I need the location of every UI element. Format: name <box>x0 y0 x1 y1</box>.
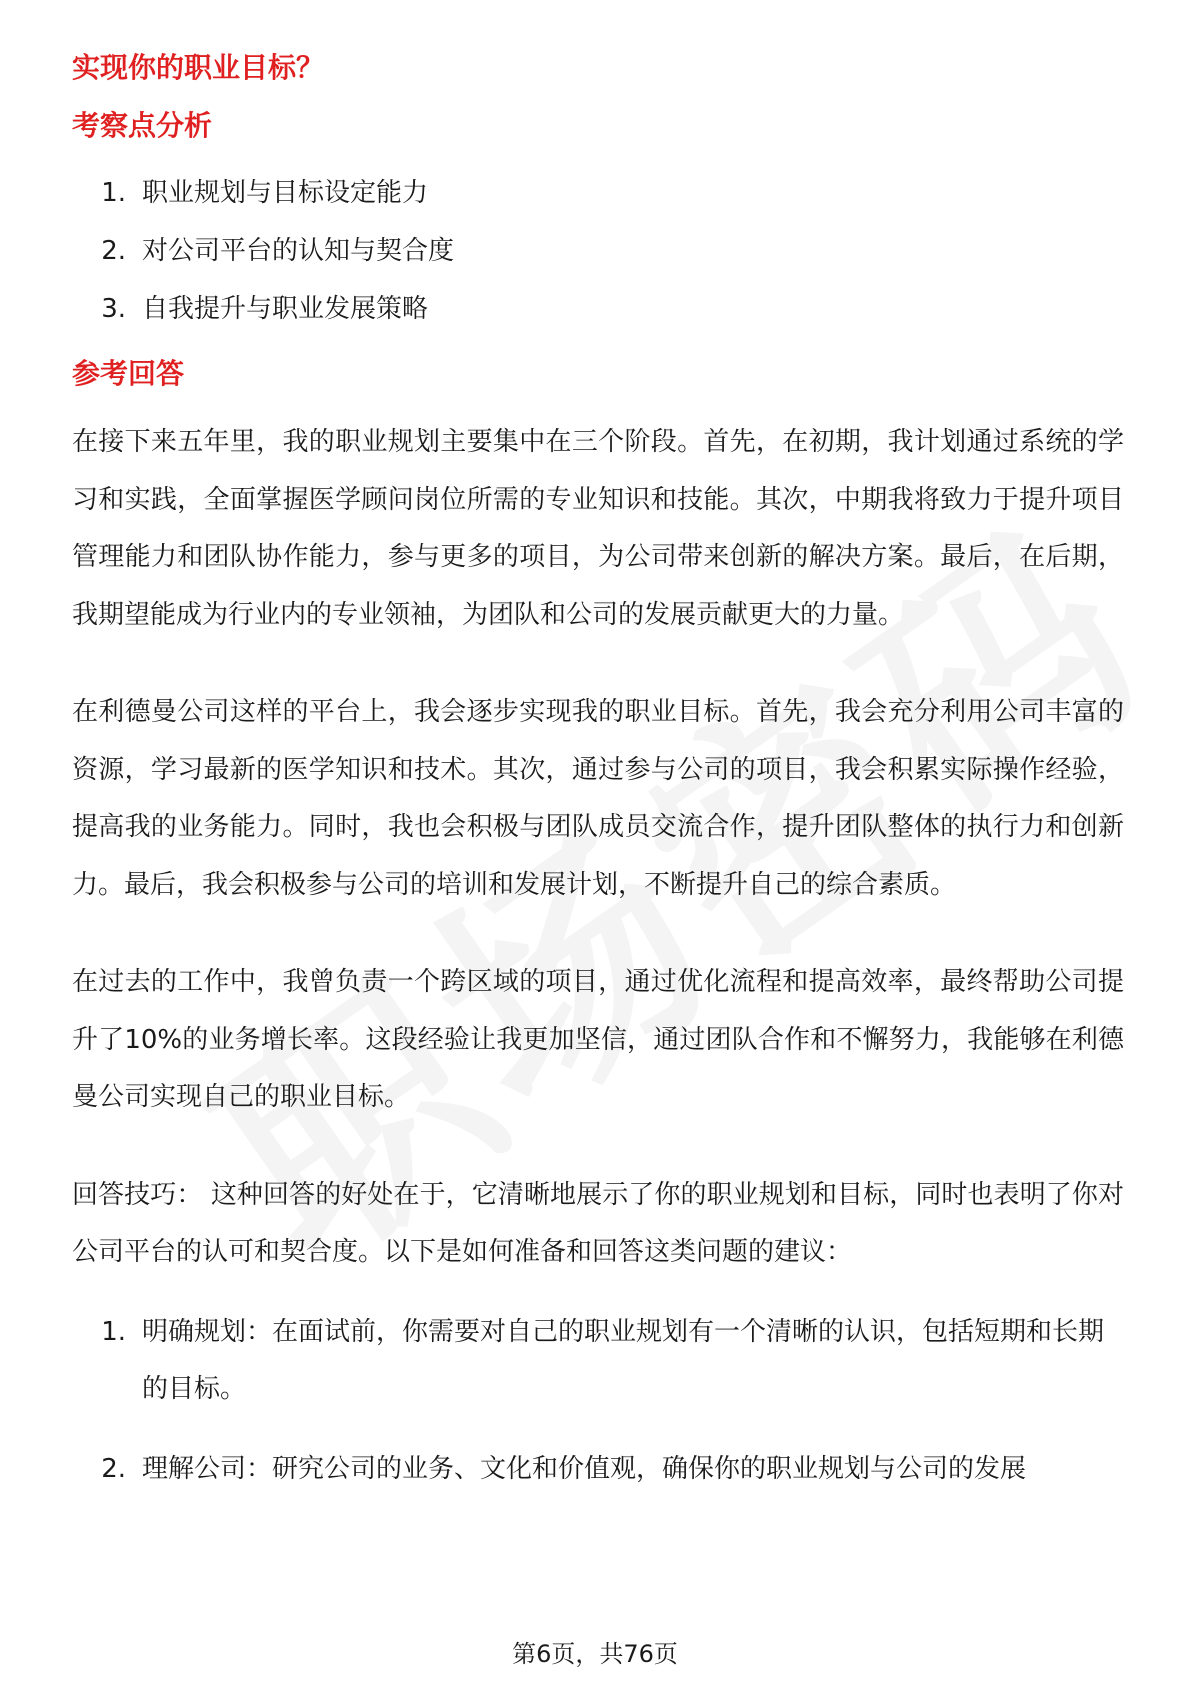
answer-paragraph-3: 在过去的工作中，我曾负责一个跨区域的项目，通过优化流程和提高效率，最终帮助公司提升了10%的业务增长率。这段经验让我更加坚信，通过团队合作和不懈努力，我能够在利德曼公司实现自己的职业目标。 <box>72 967 1124 1112</box>
list-item-number: 2. <box>101 1453 126 1484</box>
list-item-number: 2. <box>101 236 126 266</box>
list-item-text: 对公司平台的认知与契合度 <box>142 236 455 266</box>
list-item-text: 明确规划：在面试前，你需要对自己的职业规划有一个清晰的认识，包括短期和长期的目标。 <box>142 1316 1105 1404</box>
analysis-heading: 考察点分析 <box>72 109 213 142</box>
list-item <box>72 280 1124 338</box>
list-item-number: 1. <box>101 1316 126 1347</box>
list-item <box>72 1441 1124 1499</box>
answer-paragraph-2: 在利德曼公司这样的平台上，我会逐步实现我的职业目标。首先，我会充分利用公司丰富的资源，学习最新的医学知识和技术。其次，通过参与公司的项目，我会积累实际操作经验，提高我的业务能力。同时，我也会积极与团队成员交流合作，提升团队整体的执行力和创新力。最后，我会积极参与公司的培训和发展计划，不断提升自己的综合素质。 <box>72 697 1124 900</box>
list-item-number: 1. <box>101 178 126 208</box>
list-item-text: 自我提升与职业发展策略 <box>142 294 429 324</box>
page-content <box>72 48 1124 1520</box>
list-item <box>72 1304 1124 1419</box>
answer-paragraph-1: 在接下来五年里，我的职业规划主要集中在三个阶段。首先，在初期，我计划通过系统的学习和实践，全面掌握医学顾问岗位所需的专业知识和技能。其次，中期我将致力于提升项目管理能力和团队协作能力，参与更多的项目，为公司带来创新的解决方案。最后，在后期，我期望能成为行业内的专业领袖，为团队和公司的发展贡献更大的力量。 <box>72 427 1124 630</box>
analysis-points-list <box>72 164 1124 338</box>
list-item-number: 3. <box>101 294 126 324</box>
list-item <box>72 222 1124 280</box>
tips-intro: 回答技巧： 这种回答的好处在于，它清晰地展示了你的职业规划和目标，同时也表明了你对公司平台的认可和契合度。以下是如何准备和回答这类问题的建议： <box>72 1179 1124 1267</box>
list-item-text: 职业规划与目标设定能力 <box>142 178 429 208</box>
question-title: 实现你的职业目标？ <box>72 51 325 84</box>
list-item-text: 理解公司：研究公司的业务、文化和价值观，确保你的职业规划与公司的发展 <box>142 1453 1027 1484</box>
answer-heading: 参考回答 <box>72 357 185 390</box>
tips-list <box>72 1304 1124 1499</box>
list-item <box>72 164 1124 222</box>
page-footer: 第6页，共76页 <box>512 1640 678 1668</box>
